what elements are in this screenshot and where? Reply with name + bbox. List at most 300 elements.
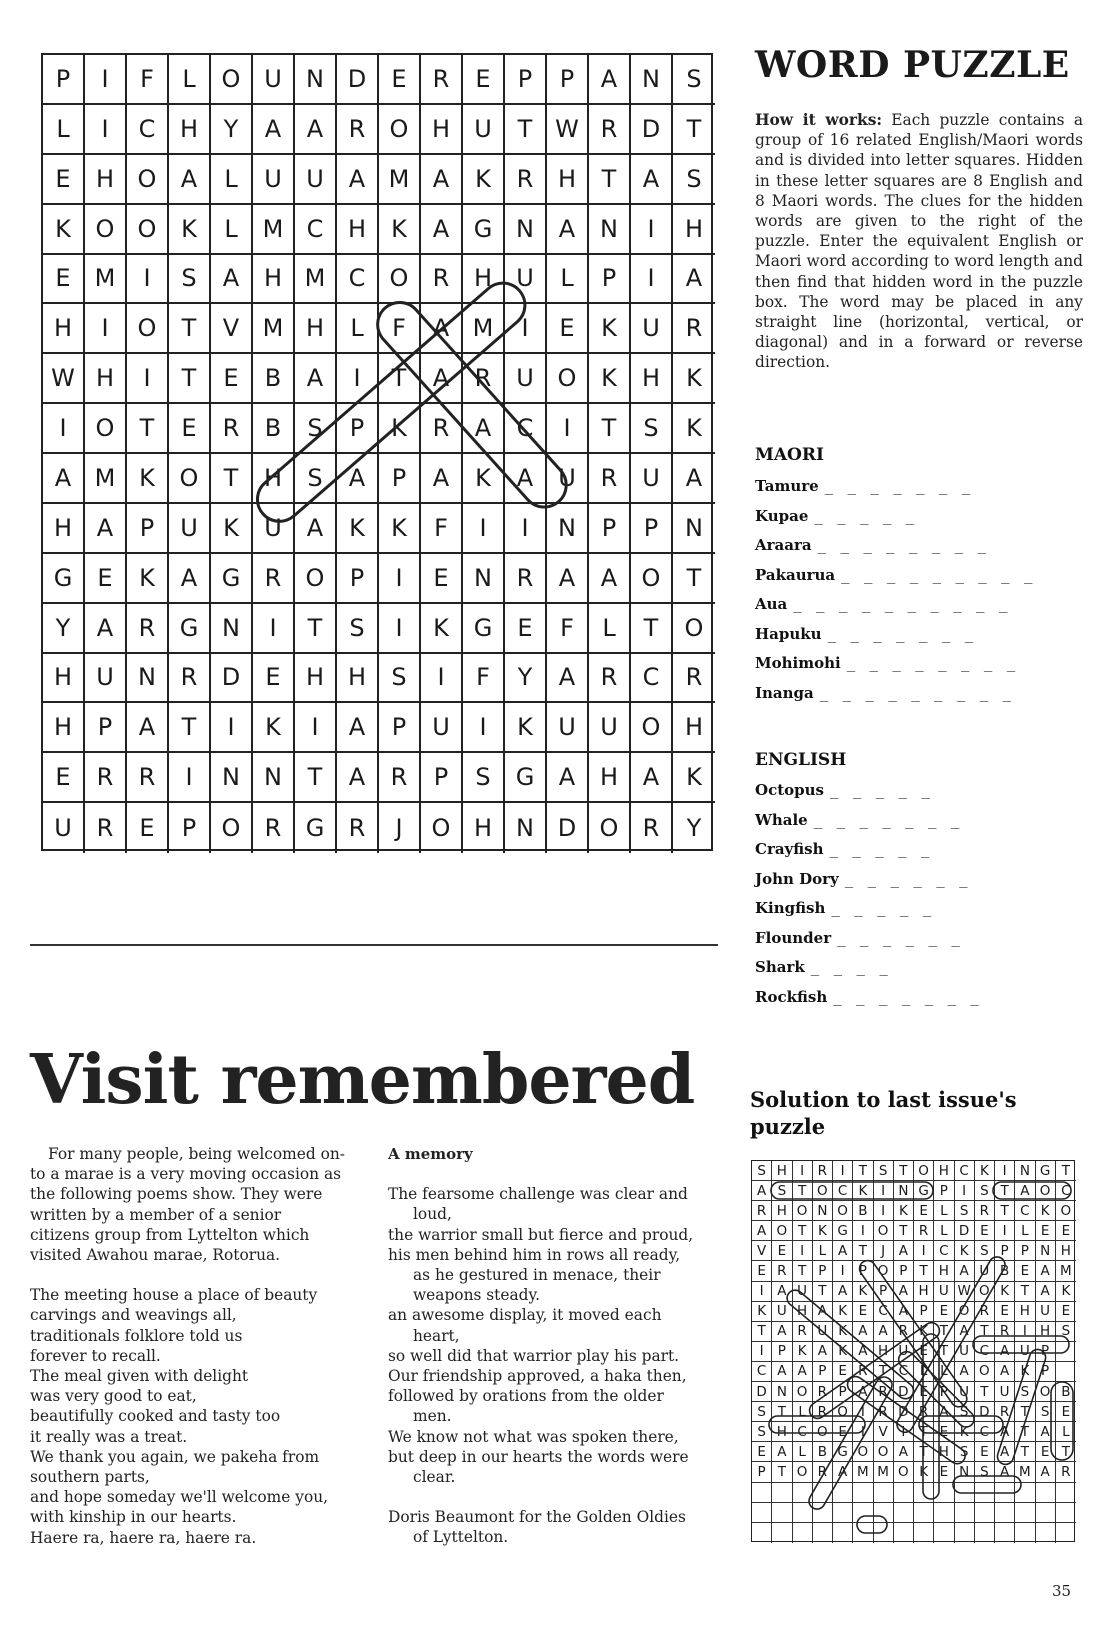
grid-cell: A (421, 454, 463, 504)
grid-cell: I (337, 354, 379, 404)
solution-cell: O (1036, 1181, 1056, 1201)
grid-cell: T (169, 304, 211, 354)
solution-cell: J (874, 1241, 894, 1261)
solution-cell: P (934, 1382, 954, 1402)
grid-cell: A (421, 155, 463, 205)
solution-cell: U (955, 1382, 975, 1402)
solution-cell (874, 1523, 894, 1543)
grid-cell: H (295, 304, 337, 354)
solution-cell: H (772, 1161, 792, 1181)
solution-cell: T (914, 1261, 934, 1281)
solution-cell: T (914, 1422, 934, 1442)
answer-blanks: _ _ _ _ _ _ _ (827, 626, 977, 643)
solution-cell: O (894, 1462, 914, 1482)
solution-cell: U (1015, 1342, 1035, 1362)
grid-cell: T (169, 703, 211, 753)
solution-cell: S (975, 1462, 995, 1482)
grid-cell: M (253, 205, 295, 255)
clue-word: Whale (755, 810, 808, 829)
how-it-works-body: Each puzzle contains a group of 16 related English/Maori words and is divided into letter squares. Hidden in these letter squares are 8 English and 8 Maori words. The clues for the hidden words are given to the right of the puzzle. Enter the equivalent English or Maori word according to word length and then find that hidden word in the puzzle box. The word may be placed in any straight line (horizontal, vertical, or diagonal) and in a forward or reverse direction. (755, 111, 1083, 372)
grid-cell: A (85, 504, 127, 554)
grid-cell: U (421, 703, 463, 753)
solution-cell: E (975, 1221, 995, 1241)
clue-item (755, 984, 982, 1006)
poem-line: his men behind him in rows all ready, (388, 1245, 681, 1264)
grid-cell: A (211, 255, 253, 305)
grid-cell: G (43, 554, 85, 604)
solution-cell (1056, 1362, 1076, 1382)
solution-cell (1036, 1503, 1056, 1523)
grid-cell: H (253, 255, 295, 305)
grid-cell: C (295, 205, 337, 255)
grid-cell: M (295, 255, 337, 305)
solution-cell: L (934, 1221, 954, 1241)
poem-line (388, 1487, 713, 1507)
grid-cell: L (337, 304, 379, 354)
solution-cell: E (975, 1442, 995, 1462)
solution-cell: S (752, 1402, 772, 1422)
grid-cell: K (673, 404, 715, 454)
solution-cell: P (813, 1362, 833, 1382)
grid-cell: A (295, 105, 337, 155)
grid-cell: M (85, 255, 127, 305)
solution-cell: R (975, 1201, 995, 1221)
solution-cell (1056, 1342, 1076, 1362)
solution-cell: K (1056, 1282, 1076, 1302)
solution-cell: R (813, 1382, 833, 1402)
solution-cell (955, 1503, 975, 1523)
grid-cell: H (85, 155, 127, 205)
solution-cell (752, 1483, 772, 1503)
solution-cell: C (894, 1362, 914, 1382)
solution-cell (955, 1483, 975, 1503)
grid-cell: S (337, 604, 379, 654)
solution-cell: K (955, 1241, 975, 1261)
solution-cell: R (793, 1322, 813, 1342)
grid-cell: E (379, 55, 421, 105)
solution-cell: U (934, 1282, 954, 1302)
solution-cell (853, 1483, 873, 1503)
grid-cell: H (43, 504, 85, 554)
grid-cell: K (127, 454, 169, 504)
solution-cell: V (874, 1422, 894, 1442)
grid-cell: R (631, 803, 673, 853)
solution-cell: R (914, 1221, 934, 1241)
grid-cell: S (673, 155, 715, 205)
solution-cell: T (752, 1322, 772, 1342)
grid-cell: T (631, 604, 673, 654)
solution-cell: T (1015, 1442, 1035, 1462)
solution-cell: E (1056, 1302, 1076, 1322)
grid-cell: N (295, 55, 337, 105)
grid-cell: T (379, 354, 421, 404)
grid-cell: F (463, 654, 505, 704)
poem-line: it really was a treat. (30, 1427, 188, 1446)
grid-cell: A (337, 155, 379, 205)
solution-cell: H (934, 1261, 954, 1281)
solution-cell: A (813, 1302, 833, 1322)
solution-cell: T (772, 1402, 792, 1422)
grid-cell: V (211, 304, 253, 354)
grid-cell: N (547, 504, 589, 554)
poem-line (30, 1265, 360, 1285)
solution-cell (752, 1503, 772, 1523)
solution-cell: K (995, 1282, 1015, 1302)
solution-cell: K (914, 1462, 934, 1482)
grid-cell: I (211, 703, 253, 753)
solution-cell (1056, 1483, 1076, 1503)
grid-cell: A (337, 753, 379, 803)
solution-cell: K (914, 1322, 934, 1342)
grid-cell: R (127, 604, 169, 654)
grid-cell: N (253, 753, 295, 803)
grid-cell: U (547, 703, 589, 753)
grid-cell: H (169, 105, 211, 155)
solution-grid (751, 1160, 1075, 1542)
solution-cell (833, 1483, 853, 1503)
poem-line: We know not what was spoken there, (388, 1427, 679, 1446)
grid-cell: N (505, 205, 547, 255)
grid-cell: L (589, 604, 631, 654)
solution-cell: O (793, 1462, 813, 1482)
solution-cell: T (1056, 1161, 1076, 1181)
solution-cell: H (793, 1302, 813, 1322)
solution-cell: T (934, 1342, 954, 1362)
grid-cell: H (673, 703, 715, 753)
solution-cell: E (1056, 1402, 1076, 1422)
grid-cell: R (421, 55, 463, 105)
solution-cell (874, 1503, 894, 1523)
grid-cell: H (337, 205, 379, 255)
solution-cell: I (853, 1422, 873, 1442)
solution-cell: D (894, 1402, 914, 1422)
grid-cell: R (673, 654, 715, 704)
solution-cell: S (975, 1181, 995, 1201)
solution-cell (833, 1523, 853, 1543)
answer-blanks: _ _ _ _ _ (814, 508, 918, 525)
solution-cell (813, 1503, 833, 1523)
solution-cell: S (1056, 1322, 1076, 1342)
grid-cell: G (295, 803, 337, 853)
grid-cell: O (211, 55, 253, 105)
grid-cell: P (337, 554, 379, 604)
grid-cell: R (253, 554, 295, 604)
poem-line: the following poems show. They were (30, 1185, 323, 1204)
clue-item (755, 503, 917, 525)
poem-line: We thank you again, we pakeha from (30, 1447, 320, 1466)
solution-cell (914, 1503, 934, 1523)
grid-cell: H (631, 354, 673, 404)
solution-cell: T (1015, 1402, 1035, 1422)
solution-cell: G (833, 1221, 853, 1241)
grid-cell: H (547, 155, 589, 205)
solution-cell: T (853, 1161, 873, 1181)
clue-item (755, 895, 934, 917)
intro-and-poem (30, 1144, 360, 1548)
solution-cell: D (975, 1402, 995, 1422)
poem-line: followed by orations from the older (388, 1387, 664, 1406)
solution-cell: E (853, 1302, 873, 1322)
grid-cell: R (421, 255, 463, 305)
solution-cell (853, 1503, 873, 1523)
grid-cell: M (379, 155, 421, 205)
grid-cell: H (337, 654, 379, 704)
solution-cell: O (853, 1442, 873, 1462)
grid-cell: P (547, 55, 589, 105)
solution-cell: I (853, 1402, 873, 1422)
grid-cell: A (631, 753, 673, 803)
grid-cell: M (85, 454, 127, 504)
grid-cell: I (379, 604, 421, 654)
grid-cell: R (85, 803, 127, 853)
grid-cell: K (169, 205, 211, 255)
clue-word: Hapuku (755, 624, 822, 643)
grid-cell: N (505, 803, 547, 853)
grid-cell: C (337, 255, 379, 305)
solution-cell: P (833, 1382, 853, 1402)
word-search-grid (41, 53, 713, 851)
solution-cell: R (772, 1261, 792, 1281)
grid-cell: I (505, 304, 547, 354)
solution-cell: N (813, 1201, 833, 1221)
solution-cell: L (934, 1362, 954, 1382)
solution-cell: R (752, 1201, 772, 1221)
poem-line: visited Awahou marae, Rotorua. (30, 1246, 281, 1265)
solution-cell (975, 1483, 995, 1503)
clue-item (755, 777, 933, 799)
poem-line: written by a member of a senior (30, 1205, 282, 1224)
solution-cell: T (874, 1362, 894, 1382)
solution-cell: C (975, 1422, 995, 1442)
grid-cell: H (295, 654, 337, 704)
solution-cell: R (853, 1362, 873, 1382)
poem-line: heart, (413, 1326, 460, 1345)
solution-cell (853, 1523, 873, 1543)
solution-cell: E (752, 1442, 772, 1462)
solution-cell: A (995, 1422, 1015, 1442)
answer-blanks: _ _ _ _ _ _ (844, 871, 971, 888)
grid-cell: A (253, 105, 295, 155)
solution-cell (1056, 1523, 1076, 1543)
solution-cell: T (975, 1322, 995, 1342)
grid-cell: R (589, 454, 631, 504)
solution-cell: M (874, 1462, 894, 1482)
grid-cell: R (589, 105, 631, 155)
grid-cell: U (631, 304, 673, 354)
grid-cell: S (379, 654, 421, 704)
grid-cell: I (547, 404, 589, 454)
solution-cell: K (1015, 1362, 1035, 1382)
solution-cell (1015, 1503, 1035, 1523)
grid-cell: O (379, 105, 421, 155)
grid-cell: I (505, 504, 547, 554)
poem-line: with kinship in our hearts. (30, 1508, 237, 1527)
memory-poem (388, 1144, 713, 1548)
solution-cell (833, 1503, 853, 1523)
solution-cell: A (853, 1382, 873, 1402)
poem-line: southern parts, (30, 1468, 150, 1487)
solution-cell: R (995, 1322, 1015, 1342)
grid-cell: H (421, 105, 463, 155)
grid-cell: U (295, 155, 337, 205)
grid-cell: R (505, 554, 547, 604)
grid-cell: G (211, 554, 253, 604)
solution-cell: P (874, 1282, 894, 1302)
solution-cell: A (853, 1322, 873, 1342)
solution-cell: G (1036, 1161, 1056, 1181)
solution-cell: K (752, 1302, 772, 1322)
solution-cell: E (995, 1302, 1015, 1322)
grid-cell: R (85, 753, 127, 803)
solution-cell: I (914, 1241, 934, 1261)
solution-cell: K (833, 1342, 853, 1362)
solution-cell: K (853, 1181, 873, 1201)
solution-cell: O (813, 1181, 833, 1201)
answer-blanks: _ _ _ _ _ _ _ (813, 812, 963, 829)
grid-cell: N (211, 753, 253, 803)
grid-cell: E (43, 753, 85, 803)
grid-cell: G (463, 604, 505, 654)
solution-cell (934, 1483, 954, 1503)
english-heading: ENGLISH (755, 750, 847, 770)
grid-cell: L (211, 205, 253, 255)
grid-cell: A (547, 654, 589, 704)
solution-cell: O (914, 1161, 934, 1181)
grid-cell: T (295, 753, 337, 803)
poem-line: For many people, being welcomed on- (48, 1145, 345, 1163)
solution-cell: M (1056, 1261, 1076, 1281)
grid-cell: P (631, 504, 673, 554)
grid-cell: N (463, 554, 505, 604)
solution-cell: C (934, 1241, 954, 1261)
poem-line: loud, (413, 1205, 452, 1224)
solution-cell: I (894, 1422, 914, 1442)
grid-cell: U (169, 504, 211, 554)
answer-blanks: _ _ _ _ _ (831, 901, 935, 917)
solution-cell: P (995, 1241, 1015, 1261)
grid-cell: A (547, 205, 589, 255)
grid-cell: A (421, 354, 463, 404)
poem-line: The meeting house a place of beauty (30, 1286, 318, 1305)
solution-cell: T (813, 1282, 833, 1302)
solution-cell: L (914, 1362, 934, 1382)
grid-cell: K (379, 504, 421, 554)
solution-cell: N (894, 1181, 914, 1201)
solution-cell: L (1056, 1422, 1076, 1442)
clue-word: Kupae (755, 506, 809, 525)
clue-word: John Dory (755, 869, 839, 888)
grid-cell: A (547, 554, 589, 604)
solution-cell: A (772, 1362, 792, 1382)
grid-cell: E (127, 803, 169, 853)
poem-line: forever to recall. (30, 1346, 161, 1365)
poem-line: citizens group from Lyttelton which (30, 1225, 310, 1244)
solution-cell: S (1036, 1402, 1056, 1422)
solution-cell: G (833, 1442, 853, 1462)
grid-cell: G (463, 205, 505, 255)
solution-cell: K (833, 1302, 853, 1322)
grid-cell: O (631, 703, 673, 753)
grid-cell: I (85, 55, 127, 105)
solution-cell: H (934, 1442, 954, 1462)
solution-cell: N (1036, 1241, 1056, 1261)
grid-cell: S (463, 753, 505, 803)
grid-cell: A (337, 703, 379, 753)
solution-cell: O (975, 1362, 995, 1382)
solution-cell: A (772, 1442, 792, 1462)
grid-cell: A (295, 504, 337, 554)
grid-cell: H (43, 304, 85, 354)
grid-cell: I (379, 554, 421, 604)
answer-blanks: _ _ _ _ _ _ (837, 930, 963, 947)
grid-cell: P (589, 255, 631, 305)
solution-cell: N (1015, 1161, 1035, 1181)
solution-cell: T (793, 1181, 813, 1201)
grid-cell: T (673, 554, 715, 604)
section-divider (30, 944, 718, 946)
solution-cell: H (1056, 1241, 1076, 1261)
grid-cell: U (547, 454, 589, 504)
grid-cell: P (85, 703, 127, 753)
solution-cell: T (772, 1462, 792, 1482)
grid-cell: O (85, 404, 127, 454)
grid-cell: T (589, 404, 631, 454)
grid-cell: U (43, 803, 85, 853)
grid-cell: Y (43, 604, 85, 654)
solution-cell (793, 1483, 813, 1503)
solution-cell: R (813, 1402, 833, 1422)
solution-cell: P (1015, 1241, 1035, 1261)
solution-cell: E (772, 1241, 792, 1261)
grid-cell: A (463, 404, 505, 454)
solution-cell: C (975, 1342, 995, 1362)
poem-line: traditionals folklore told us (30, 1326, 243, 1345)
grid-cell: E (505, 604, 547, 654)
solution-cell: C (793, 1422, 813, 1442)
grid-cell: H (463, 255, 505, 305)
grid-cell: I (127, 354, 169, 404)
solution-cell: E (934, 1302, 954, 1322)
poem-line: the warrior small but fierce and proud, (388, 1225, 694, 1244)
solution-cell (975, 1503, 995, 1523)
solution-cell: O (955, 1302, 975, 1322)
solution-cell (813, 1523, 833, 1543)
solution-cell: A (1015, 1181, 1035, 1201)
grid-cell: O (127, 304, 169, 354)
solution-cell (934, 1523, 954, 1543)
solution-cell: E (914, 1201, 934, 1221)
solution-cell: S (955, 1201, 975, 1221)
solution-cell: K (975, 1161, 995, 1181)
grid-cell: P (505, 55, 547, 105)
grid-cell: P (589, 504, 631, 554)
grid-cell: K (505, 703, 547, 753)
solution-cell: D (894, 1382, 914, 1402)
solution-cell: I (995, 1161, 1015, 1181)
solution-cell (1036, 1523, 1056, 1543)
poem-line: so well did that warrior play his part. (388, 1346, 680, 1365)
solution-cell: K (894, 1201, 914, 1221)
grid-cell: T (295, 604, 337, 654)
solution-cell: H (914, 1282, 934, 1302)
grid-cell: R (127, 753, 169, 803)
solution-cell (1015, 1483, 1035, 1503)
solution-cell: E (833, 1362, 853, 1382)
solution-cell: H (1036, 1322, 1056, 1342)
solution-cell: T (894, 1161, 914, 1181)
solution-cell (995, 1503, 1015, 1523)
solution-cell: P (1036, 1362, 1056, 1382)
